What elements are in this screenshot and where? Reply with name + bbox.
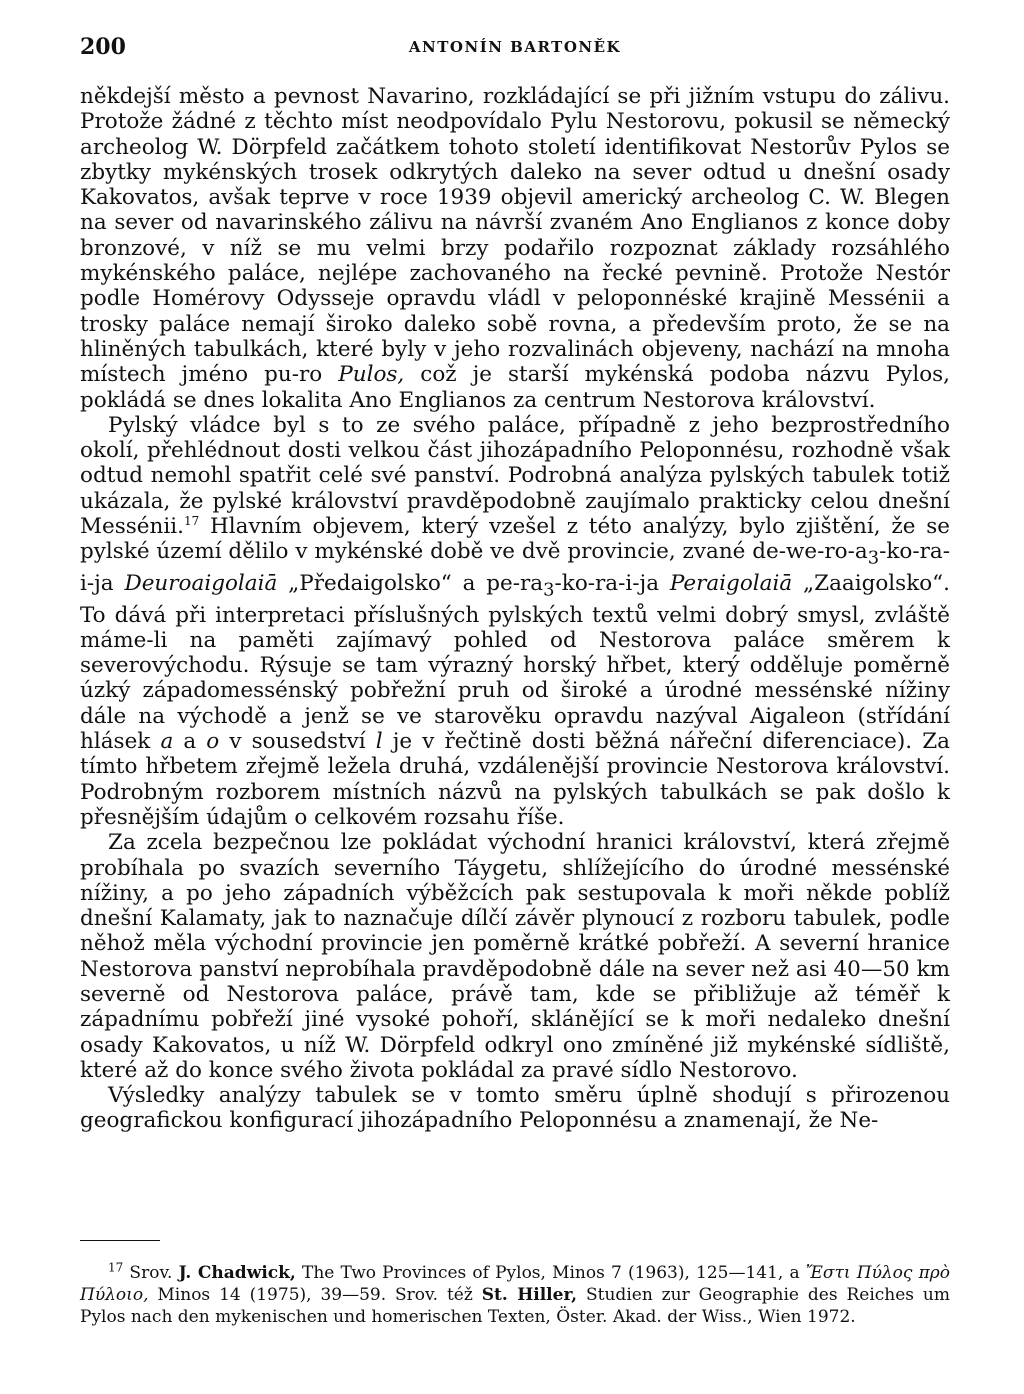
- footnote-divider: [80, 1240, 160, 1241]
- footnote-17: $^{17}$ Srov. J. Chadwick, The Two Provinces of Pylos, Minos 7 (1963), 125—141, a Ἔστι Πύλος πρὸ Πύλοιο, Minos 14 (1975), 39—59. Srov. též St. Hiller, Studien zur Geographie des Reiches um Pylos nach den mykenischen und homerischen Texten, Öster. Akad. der Wiss., Wien 1972.: [80, 1260, 950, 1327]
- paragraph-4: Výsledky analýzy tabulek se v tomto směru úplně shodují s přirozenou geografickou konfigurací jihozápadního Peloponnésu a znamenají, že Ne-: [80, 1083, 950, 1134]
- footnotes: [80, 1262, 950, 1328]
- paragraph-3: Za zcela bezpečnou lze pokládat východní hranici království, která zřejmě probíhala po svazích severního Táygetu, shlížejícího do úrodné messénské nížiny, a po jeho západních výběžcích pak sestupovala k moři někde poblíž dnešní Kalamaty, jak to naznačuje dílčí závěr plynoucí z rozboru tabulek, podle něhož měla východní provincie jen poměrně krátké pobřeží. A severní hranice Nestorova panství neprobíhala pravděpodobně dále na sever než asi 40—50 km severně od Nestorova paláce, právě tam, kde se přibližuje až téměř k západnímu pobřeží jiné vysoké pohoří, sklánějící se k moři nedaleko dnešní osady Kakovatos, u níž W. Dörpfeld odkryl ono zmíněné již mykénské sídliště, které až do konce svého života pokládal za pravé sídlo Nestorovo.: [80, 830, 950, 1083]
- page-header: [80, 34, 950, 64]
- page-number: 200: [80, 34, 126, 60]
- paragraph-2: Pylský vládce byl s to ze svého paláce, případně z jeho bezprostředního okolí, přehlédnout dosti velkou část jihozápadního Peloponnésu, rozhodně však odtud nemohl spatřit celé své panství. Podrobná analýza pylských tabulek totiž ukázala, že pylské království pravděpodobně zaujímalo prakticky celou dnešní Messénii.$^{17}$ Hlavním objevem, který vzešel z této analýzy, bylo zjištění, že se pylské území dělilo v mykénské době ve dvě provincie, zvané $de-we-ro-a_3-ko-ra-i-ja$ Deuroaigolaiā „Předaigolsko“ a $pe-ra_3-ko-ra-i-ja$ Peraigolaiā „Zaaigolsko“. To dává při interpretaci příslušných pylských textů velmi dobrý smysl, zvláště máme-li na paměti zajímavý pohled od Nestorova paláce směrem k severovýchodu. Rýsuje se tam výrazný horský hřbet, který odděluje poměrně úzký západomessénský pobřežní pruh od široké a úrodné messénské nížiny dále na východě a jenž se ve starověku opravdu nazýval Aigaleon (střídání hlásek a a o v sousedství l je v řečtině dosti běžná nářeční diferenciace). Za tímto hřbetem zřejmě ležela druhá, vzdálenější provincie Nestorova království. Podrobným rozborem místních názvů na pylských tabulkách se pak došlo k přesnějším údajům o celkovém rozsahu říše.: [80, 412, 950, 830]
- footnote-number: 17: [108, 1260, 124, 1275]
- paragraph-1: někdejší město a pevnost Navarino, rozkládající se při jižním vstupu do zálivu. Protože žádné z těchto míst neodpovídalo Pylu Nestorovu, pokusil se německý archeolog W. Dörpfeld začátkem tohoto století identifikovat Nestorův Pylos se zbytky mykénských trosek odkrytých daleko na sever odtud u dnešní osady Kakovatos, avšak teprve v roce 1939 objevil americký archeolog C. W. Blegen na sever od navarinského zálivu na návrší zvaném Ano Englianos z konce doby bronzové, v níž se mu velmi brzy podařilo rozpoznat základy rozsáhlého mykénského paláce, nejlépe zachovaného na řecké pevnině. Protože Nestór podle Homérovy Odysseje opravdu vládl v peloponnéské krajině Messénii a trosky paláce nemají široko daleko sobě rovna, a především proto, že se na hliněných tabulkách, které byly v jeho rozvalinách objeveny, nachází na mnoha místech jméno pu-ro Pulos, což je starší mykénská podoba názvu Pylos, pokládá se dnes lokalita Ano Englianos za centrum Nestorova království.: [80, 84, 951, 413]
- body-text: [80, 84, 950, 1134]
- footnote-ref-17[interactable]: 17: [183, 513, 200, 528]
- running-title: ANTONÍN BARTONĚK: [408, 38, 622, 56]
